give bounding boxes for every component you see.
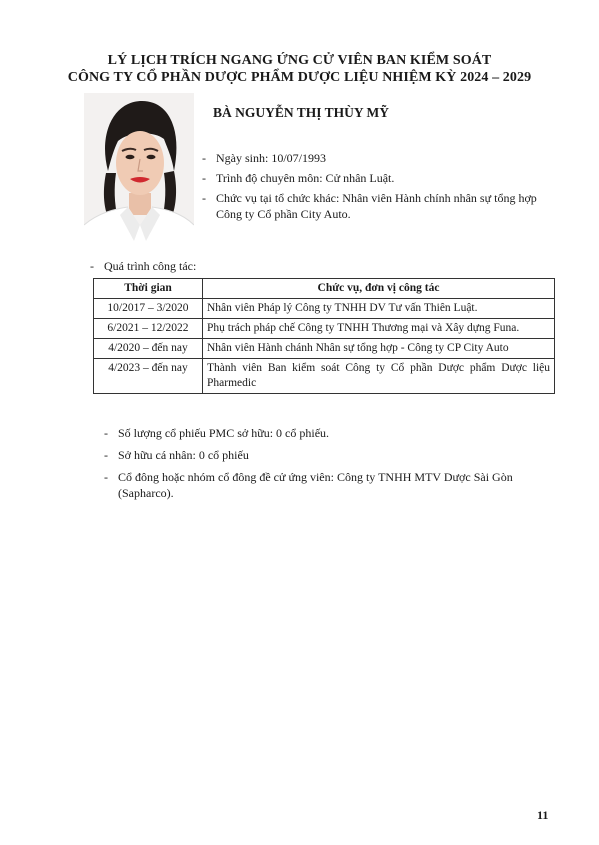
position-cell: Phụ trách pháp chế Công ty TNHH Thương mại và Xây dựng Funa.: [203, 319, 555, 339]
birth-date: - Ngày sinh: 10/07/1993: [202, 150, 562, 166]
pmc-shares-owned: - Số lượng cổ phiếu PMC sở hữu: 0 cổ phiếu.: [104, 425, 559, 441]
time-cell: 10/2017 – 3/2020: [94, 299, 203, 319]
nominating-shareholder: - Cổ đông hoặc nhóm cổ đông đề cử ứng viên: Công ty TNHH MTV Dược Sài Gòn (Sapharco).: [104, 469, 559, 501]
column-header-time: Thời gian: [94, 279, 203, 299]
shareholding-list: [104, 425, 559, 507]
table-row: [94, 299, 555, 319]
page-number: 11: [537, 808, 549, 822]
personal-shares: - Sở hữu cá nhân: 0 cổ phiếu: [104, 447, 559, 463]
position-cell: Nhân viên Hành chánh Nhân sự tổng hợp - Công ty CP City Auto: [203, 339, 555, 359]
work-history-table: [93, 278, 555, 394]
candidate-name: BÀ NGUYỄN THỊ THÙY MỸ: [213, 105, 390, 120]
candidate-info-list: [202, 150, 562, 226]
column-header-position: Chức vụ, đơn vị công tác: [203, 279, 555, 299]
position-cell: Nhân viên Pháp lý Công ty TNHH DV Tư vấn Thiên Luật.: [203, 299, 555, 319]
other-position: - Chức vụ tại tổ chức khác: Nhân viên Hành chính nhân sự tổng hợp Công ty Cổ phần City Auto.: [202, 190, 562, 222]
document-title-line1: LÝ LỊCH TRÍCH NGANG ỨNG CỬ VIÊN BAN KIỂM SOÁT: [107, 53, 492, 68]
time-cell: 4/2023 – đến nay: [94, 359, 203, 394]
time-cell: 4/2020 – đến nay: [94, 339, 203, 359]
position-cell: Thành viên Ban kiểm soát Công ty Cổ phần Dược phẩm Dược liệu Pharmedic: [203, 359, 555, 394]
document-title-line2: CÔNG TY CỔ PHẦN DƯỢC PHẨM DƯỢC LIỆU NHIỆM KỲ 2024 – 2029: [67, 70, 532, 85]
candidate-photo: [84, 93, 194, 252]
work-history-heading: - Quá trình công tác:: [104, 258, 196, 274]
table-header-row: [94, 279, 555, 299]
education-level: - Trình độ chuyên môn: Cử nhân Luật.: [202, 170, 562, 186]
table-row: [94, 319, 555, 339]
table-row: [94, 339, 555, 359]
time-cell: 6/2021 – 12/2022: [94, 319, 203, 339]
table-row: [94, 359, 555, 394]
